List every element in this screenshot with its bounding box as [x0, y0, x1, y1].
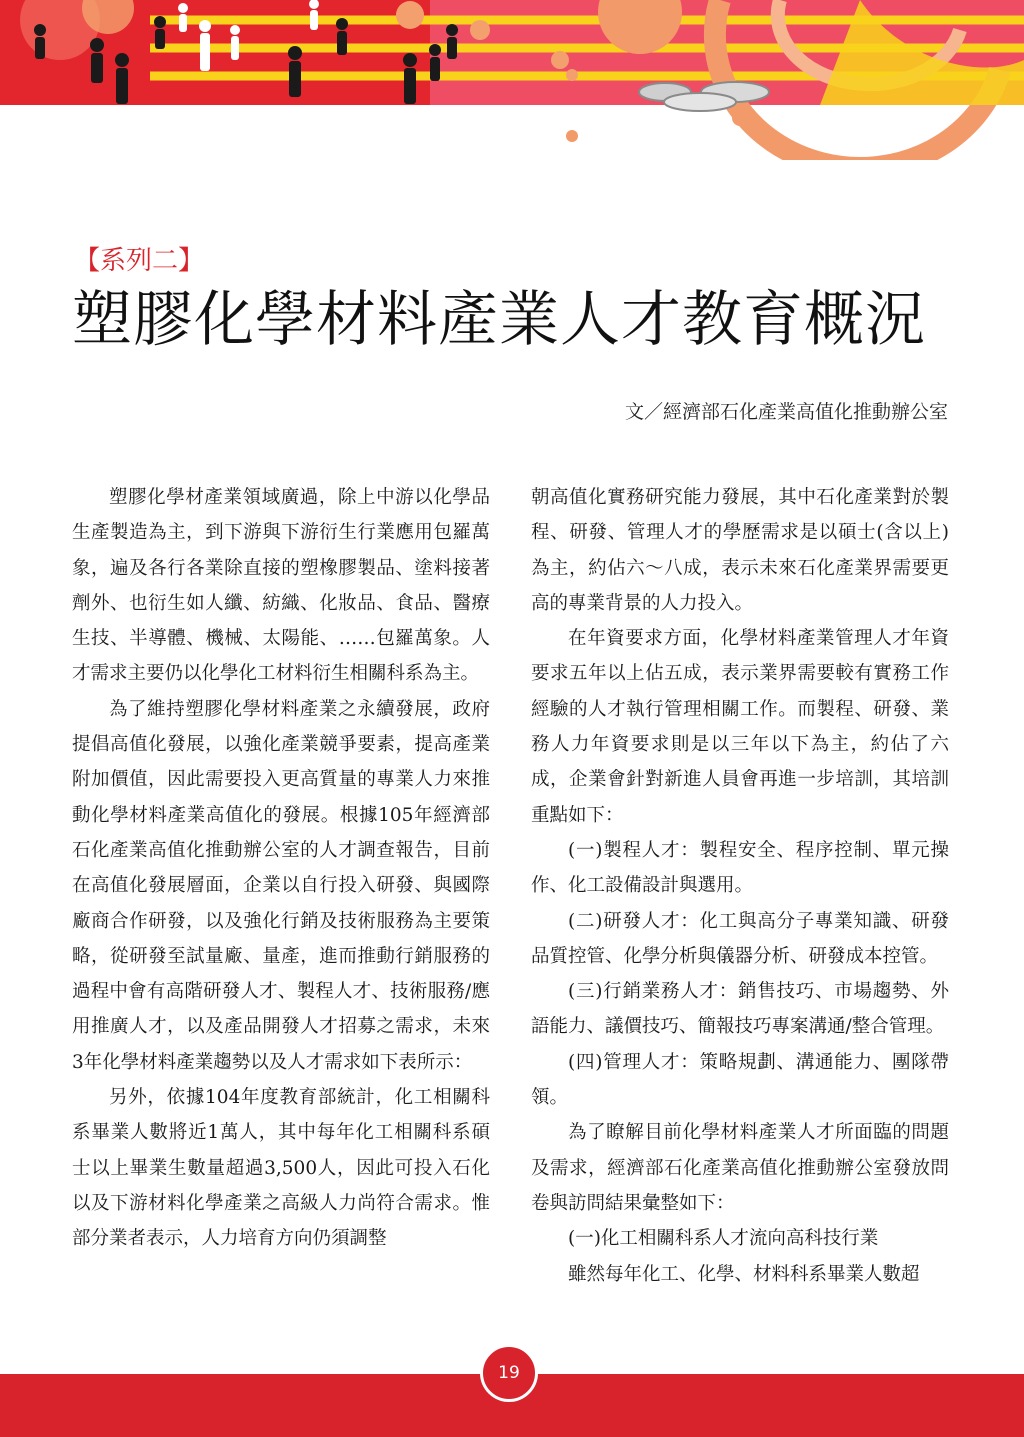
- paragraph: 在年資要求方面，化學材料產業管理人才年資要求五年以上佔五成，表示業界需要較有實務工作經驗的人才執行管理相關工作。而製程、研發、業務人力年資要求則是以三年以下為主，約佔了六成，企業會針對新進人員會再進一步培訓，其培訓重點如下：: [531, 628, 949, 826]
- paragraph: (二)研發人才：化工與高分子專業知識、研發品質控管、化學分析與儀器分析、研發成本控管。: [531, 910, 949, 967]
- series-label: 【系列二】: [74, 246, 205, 276]
- article-column-left: [72, 480, 490, 1257]
- paragraph: (三)行銷業務人才：銷售技巧、市場趨勢、外語能力、議價技巧、簡報技巧專案溝通/整合管理。: [531, 981, 949, 1038]
- paragraph: 朝高值化實務研究能力發展，其中石化產業對於製程、研發、管理人才的學歷需求是以碩士(含以上)為主，約佔六～八成，表示未來石化產業界需要更高的專業背景的人力投入。: [531, 487, 949, 614]
- paragraph: (四)管理人才：策略規劃、溝通能力、團隊帶領。: [531, 1051, 949, 1109]
- paragraph: (一)製程人才：製程安全、程序控制、單元操作、化工設備設計與選用。: [531, 839, 949, 897]
- author-line: 文／經濟部石化產業高值化推動辦公室: [624, 401, 948, 423]
- article-column-right: [531, 480, 949, 1292]
- page-title: 塑膠化學材料產業人才教育概況: [72, 285, 926, 355]
- paragraph: 為了維持塑膠化學材料產業之永續發展，政府提倡高值化發展，以強化產業競爭要素，提高產業附加價值，因此需要投入更高質量的專業人力來推動化學材料產業高值化的發展。根據105年經濟部石化產業高值化推動辦公室的人才調查報告，目前在高值化發展層面，企業以自行投入研發、與國際廠商合作研發，以及強化行銷及技術服務為主要策略，從研發至試量廠、量產，進而推動行銷服務的過程中會有高階研發人才、製程人才、技術服務/應用推廣人才，以及產品開發人才招募之需求，未來3年化學材料產業趨勢以及人才需求如下表所示：: [72, 698, 490, 1073]
- page-number: 19: [480, 1344, 538, 1402]
- paragraph: 另外，依據104年度教育部統計，化工相關科系畢業人數將近1萬人，其中每年化工相關科系碩士以上畢業生數量超過3,500人，因此可投入石化以及下游材料化學產業之高級人力尚符合需求。惟部分業者表示，人力培育方向仍須調整: [72, 1087, 490, 1250]
- paragraph: (一)化工相關科系人才流向高科技行業: [568, 1228, 879, 1250]
- paragraph: 為了瞭解目前化學材料產業人才所面臨的問題及需求，經濟部石化產業高值化推動辦公室發放問卷與訪問結果彙整如下：: [531, 1122, 949, 1214]
- header-banner: [0, 0, 1024, 160]
- paragraph: 塑膠化學材產業領域廣過，除上中游以化學品生產製造為主，到下游與下游衍生行業應用包羅萬象，遍及各行各業除直接的塑橡膠製品、塗料接著劑外、也衍生如人纖、紡織、化妝品、食品、醫療生技、半導體、機械、太陽能、……包羅萬象。人才需求主要仍以化學化工材料衍生相關科系為主。: [72, 487, 490, 685]
- paragraph: 雖然每年化工、化學、材料科系畢業人數超: [568, 1263, 920, 1285]
